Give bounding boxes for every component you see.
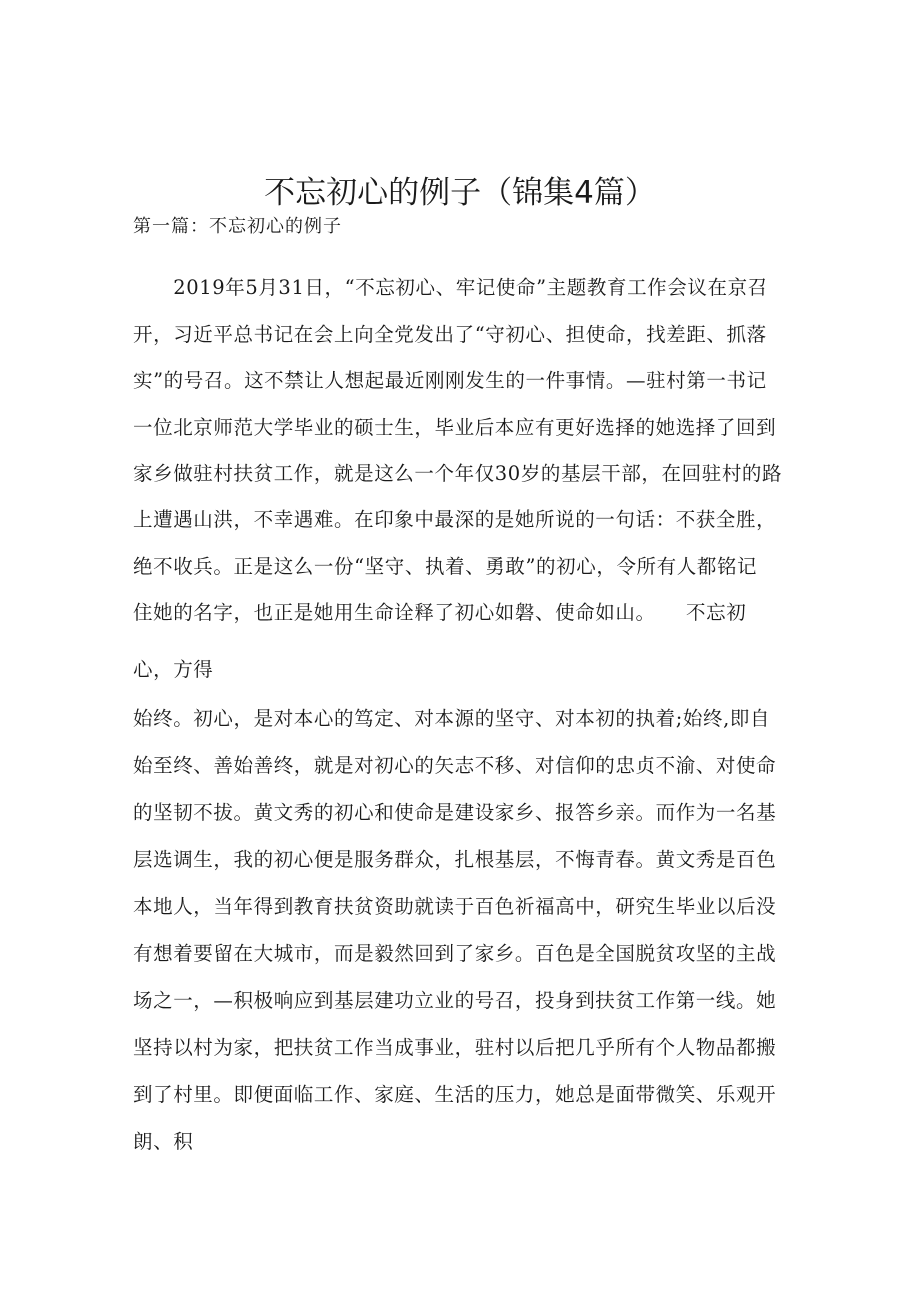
body-line: 上遭遇山洪，不幸遇难。在印象中最深的是她所说的一句话：不获全胜， xyxy=(133,508,777,531)
body-line: 到了村里。即便面临工作、家庭、生活的压力，她总是面带微笑、乐观开 xyxy=(133,1083,777,1106)
body-line: 坚持以村为家，把扶贫工作当成事业，驻村以后把几乎所有个人物品都搬 xyxy=(133,1036,777,1059)
document-title: 不忘初心的例子（锦集4篇） xyxy=(264,174,656,211)
section-heading: 第一篇：不忘初心的例子 xyxy=(133,216,342,237)
body-line: 朗、积 xyxy=(133,1130,194,1153)
body-line: 住她的名字，也正是她用生命诠释了初心如磐、使命如山。 不忘初 xyxy=(133,601,747,624)
body-line: 层选调生，我的初心便是服务群众，扎根基层，不悔青春。黄文秀是百色 xyxy=(133,848,777,871)
body-line: 本地人，当年得到教育扶贫资助就读于百色祈福高中，研究生毕业以后没 xyxy=(133,895,777,918)
body-line: 始终。初心，是对本心的笃定、对本源的坚守、对本初的执着;始终,即自 xyxy=(133,707,771,730)
body-line: 场之一，—积极响应到基层建功立业的号召，投身到扶贫工作第一线。她 xyxy=(133,989,777,1012)
body-line: 家乡做驻村扶贫工作，就是这么一个年仅30岁的基层干部，在回驻村的路 xyxy=(133,462,783,485)
body-line: 开，习近平总书记在会上向全党发出了“守初心、担使命，找差距、抓落 xyxy=(133,323,767,346)
body-line: 始至终、善始善终，就是对初心的矢志不移、对信仰的忠贞不渝、对使命 xyxy=(133,754,777,777)
body-line: 的坚韧不拔。黄文秀的初心和使命是建设家乡、报答乡亲。而作为一名基 xyxy=(133,801,777,824)
body-line: 绝不收兵。正是这么一份“坚守、执着、勇敢”的初心，令所有人都铭记 xyxy=(133,555,758,578)
body-line: 一位北京师范大学毕业的硕士生，毕业后本应有更好选择的她选择了回到 xyxy=(133,416,777,439)
body-line: 心，方得 xyxy=(133,658,214,681)
body-line: 实”的号召。这不禁让人想起最近刚刚发生的一件事情。—驻村第一书记 xyxy=(133,369,767,392)
body-line: 2019年5月31日，“不忘初心、牢记使命”主题教育工作会议在京召 xyxy=(133,276,768,299)
body-line: 有想着要留在大城市，而是毅然回到了家乡。百色是全国脱贫攻坚的主战 xyxy=(133,942,777,965)
